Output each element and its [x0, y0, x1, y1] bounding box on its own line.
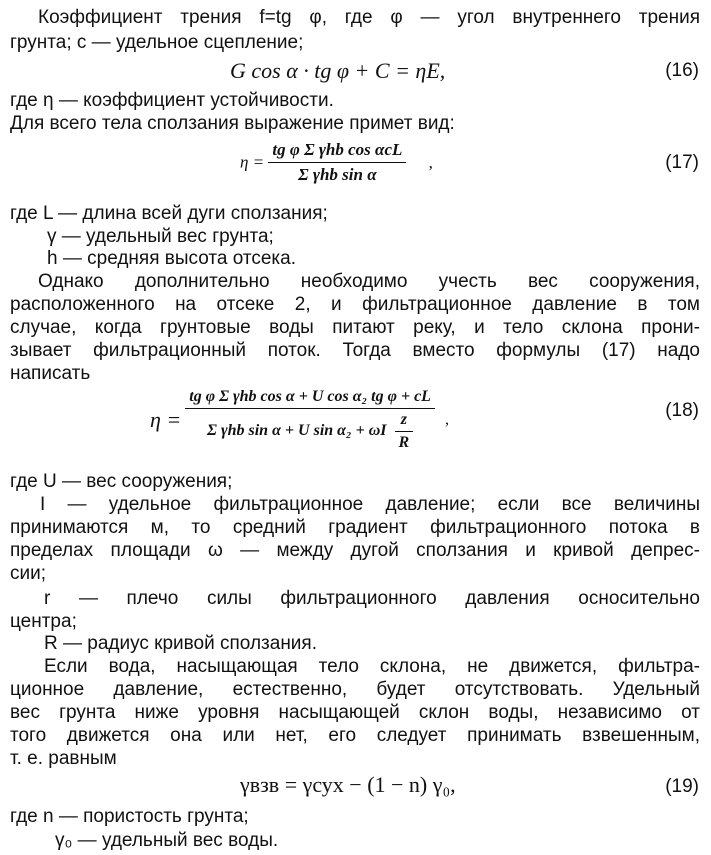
comma: , [444, 411, 449, 428]
text-line: r — плечо силы фильтрационного давления осносительно [44, 588, 700, 609]
text-line: пределах площади ω — между дугой сползания и кривой депрес- [10, 540, 700, 561]
denominator [185, 409, 435, 452]
inner-fraction [395, 411, 414, 452]
text-line: сии; [10, 563, 47, 584]
numerator: tg φ Σ γhb cos αcL [268, 140, 406, 163]
text-line: Для всего тела сползания выражение примет вид: [10, 113, 455, 134]
text-line: Однако дополнительно необходимо учесть вес сооружения, [38, 271, 700, 292]
text-line: Если вода, насыщающая тело склона, не движется, фильтра- [44, 656, 700, 677]
text-line: где η — коэффициент устойчивости. [10, 90, 334, 111]
text-line: ционное давление, естественно, будет отсутствовать. Удельный [10, 679, 700, 700]
equation-lhs: η = [150, 407, 182, 432]
text-line: R — радиус кривой сползания. [44, 633, 317, 654]
text-line: случае, когда грунтовые воды питают реку, и тело склона прони- [10, 317, 700, 338]
equation-number: (19) [665, 776, 699, 797]
comma: , [428, 152, 433, 172]
text-line: т. е. равным [10, 748, 117, 769]
text-line: Коэффициент трения f=tg φ, где φ — угол внутреннего трения [38, 7, 700, 28]
text-line: того движется она или нет, его следует принимать взвешенным, [10, 725, 700, 746]
fraction [268, 140, 406, 185]
text-line: зывает фильтрационный поток. Тогда вместо формулы (17) надо [10, 340, 700, 361]
denominator: Σ γhb sin α [298, 165, 377, 184]
equation-17 [240, 140, 433, 185]
text-line: вес грунта ниже уровня насыщающей склон воды, независимо от [10, 702, 700, 723]
text-line: грунта; c — удельное сцепление; [10, 32, 304, 53]
text-line: γ — удельный вес грунта; [47, 226, 274, 247]
denominator-main: Σ γhb sin α + U sin α₂ + ωI [207, 422, 387, 440]
text-line: где n — пористость грунта; [10, 806, 249, 827]
text-line: h — средняя высота отсека. [47, 248, 297, 269]
text-line: принимаются м, то средний градиент фильтрационного потока в [10, 517, 700, 538]
numerator: tg φ Σ γhb cos α + U cos α₂ tg φ + cL [185, 388, 435, 409]
equation-19: γвзв = γсух − (1 − n) γ₀, [240, 772, 456, 797]
text-line: написать [10, 363, 91, 384]
text-line: центра; [10, 611, 77, 632]
equation-16: G cos α · tg φ + C = ηE, [230, 58, 446, 83]
inner-denominator: R [398, 434, 410, 451]
text-line: где L — длина всей дуги сползания; [10, 203, 328, 224]
text-line: γ₀ — удельный вес воды. [55, 830, 279, 851]
equation-18 [150, 388, 449, 452]
text-line: I — удельное фильтрационное давление; если все величины [40, 494, 700, 515]
equation-lhs: η = [240, 152, 265, 172]
text-line: расположенного на отсеке 2, и фильтрационное давление в том [10, 294, 700, 315]
text-line: где U — вес сооружения; [10, 471, 233, 492]
inner-numerator: z [395, 411, 414, 432]
equation-number: (18) [665, 400, 699, 421]
equation-number: (16) [665, 60, 699, 81]
equation-number: (17) [665, 152, 699, 173]
fraction [185, 388, 435, 452]
